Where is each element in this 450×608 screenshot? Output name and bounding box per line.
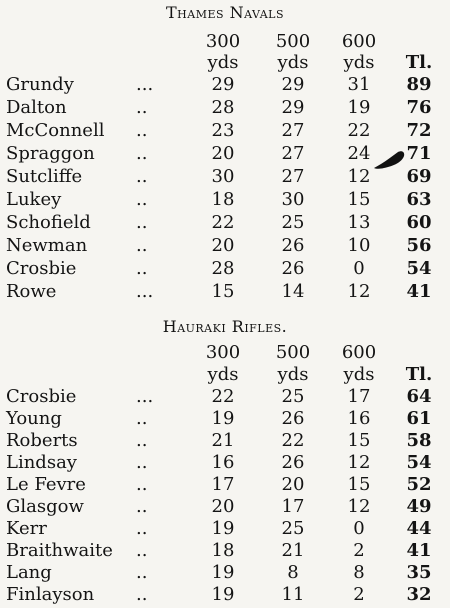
shooter-name: Lindsay <box>6 452 77 473</box>
score-600: 13 <box>347 212 371 233</box>
score-total: 41 <box>406 540 432 561</box>
score-300: 22 <box>211 212 235 233</box>
col-600-unit: yds <box>343 52 375 73</box>
score-row <box>0 281 450 303</box>
leader-dots: .. <box>136 120 148 141</box>
leader-dots: ... <box>136 74 154 95</box>
score-row <box>0 189 450 211</box>
leader-dots: .. <box>136 452 148 473</box>
col-500-unit: yds <box>277 52 309 73</box>
score-300: 30 <box>211 166 235 187</box>
score-600: 0 <box>353 518 365 539</box>
shooter-name: McConnell <box>6 120 105 141</box>
score-600: 15 <box>347 474 371 495</box>
score-500: 25 <box>281 518 305 539</box>
score-row <box>0 212 450 234</box>
score-row <box>0 120 450 142</box>
col-300-unit: yds <box>207 364 239 385</box>
score-500: 27 <box>281 166 305 187</box>
col-500-unit: yds <box>277 364 309 385</box>
score-300: 20 <box>211 143 235 164</box>
score-500: 25 <box>281 212 305 233</box>
score-300: 23 <box>211 120 235 141</box>
score-500: 14 <box>281 281 305 302</box>
score-600: 2 <box>353 540 365 561</box>
score-total: 35 <box>406 562 432 583</box>
score-500: 11 <box>281 584 305 605</box>
score-600: 22 <box>347 120 371 141</box>
score-total: 69 <box>406 166 432 187</box>
score-300: 18 <box>211 540 235 561</box>
score-600: 8 <box>353 562 365 583</box>
score-300: 19 <box>211 408 235 429</box>
score-500: 26 <box>281 235 305 256</box>
score-500: 29 <box>281 97 305 118</box>
leader-dots: .. <box>136 474 148 495</box>
shooter-name: Grundy <box>6 74 74 95</box>
column-header-row-bottom <box>0 364 450 386</box>
score-600: 15 <box>347 189 371 210</box>
leader-dots: .. <box>136 562 148 583</box>
shooter-name: Roberts <box>6 430 78 451</box>
col-500-label: 500 <box>275 342 311 363</box>
score-500: 25 <box>281 386 305 407</box>
section-title-thames-navals: Thames Navals <box>165 3 284 22</box>
col-300-unit: yds <box>207 52 239 73</box>
col-600-label: 600 <box>341 342 377 363</box>
score-600: 12 <box>347 496 371 517</box>
score-600: 19 <box>347 97 371 118</box>
score-total: 61 <box>406 408 432 429</box>
section-title-hauraki-rifles: Hauraki Rifles. <box>162 317 288 336</box>
score-500: 27 <box>281 143 305 164</box>
score-total: 89 <box>406 74 432 95</box>
score-300: 19 <box>211 518 235 539</box>
score-500: 27 <box>281 120 305 141</box>
leader-dots: .. <box>136 408 148 429</box>
score-600: 15 <box>347 430 371 451</box>
leader-dots: .. <box>136 584 148 605</box>
column-header-row-top <box>0 342 450 364</box>
score-500: 21 <box>281 540 305 561</box>
col-600-label: 600 <box>341 31 377 52</box>
shooter-name: Dalton <box>6 97 67 118</box>
column-header-row-bottom <box>0 52 450 74</box>
leader-dots: .. <box>136 97 148 118</box>
score-300: 29 <box>211 74 235 95</box>
col-total-label: Tl. <box>405 364 433 385</box>
score-row <box>0 496 450 518</box>
col-total-label: Tl. <box>405 52 433 73</box>
score-total: 52 <box>406 474 432 495</box>
score-total: 60 <box>406 212 432 233</box>
shooter-name: Spraggon <box>6 143 95 164</box>
shooter-name: Newman <box>6 235 88 256</box>
shooter-name: Finlayson <box>6 584 95 605</box>
score-row <box>0 258 450 280</box>
score-500: 17 <box>281 496 305 517</box>
score-600: 0 <box>353 258 365 279</box>
score-300: 21 <box>211 430 235 451</box>
shooter-name: Sutcliffe <box>6 166 83 187</box>
score-600: 16 <box>347 408 371 429</box>
leader-dots: .. <box>136 235 148 256</box>
score-300: 19 <box>211 562 235 583</box>
score-row <box>0 584 450 606</box>
score-row <box>0 235 450 257</box>
col-600-unit: yds <box>343 364 375 385</box>
score-500: 29 <box>281 74 305 95</box>
shooter-name: Braithwaite <box>6 540 113 561</box>
score-row <box>0 430 450 452</box>
leader-dots: .. <box>136 540 148 561</box>
score-600: 10 <box>347 235 371 256</box>
score-total: 49 <box>406 496 432 517</box>
shooter-name: Lang <box>6 562 52 583</box>
leader-dots: .. <box>136 430 148 451</box>
score-300: 16 <box>211 452 235 473</box>
score-500: 26 <box>281 452 305 473</box>
shooter-name: Crosbie <box>6 386 77 407</box>
score-total: 64 <box>406 386 432 407</box>
score-500: 22 <box>281 430 305 451</box>
score-row <box>0 540 450 562</box>
score-300: 28 <box>211 97 235 118</box>
shooter-name: Young <box>6 408 62 429</box>
ink-blot-mark <box>372 148 406 170</box>
col-300-label: 300 <box>205 31 241 52</box>
shooter-name: Le Fevre <box>6 474 86 495</box>
leader-dots: .. <box>136 189 148 210</box>
score-total: 44 <box>406 518 432 539</box>
leader-dots: ... <box>136 281 154 302</box>
column-header-row-top <box>0 31 450 53</box>
score-300: 19 <box>211 584 235 605</box>
score-500: 26 <box>281 408 305 429</box>
leader-dots: .. <box>136 166 148 187</box>
score-600: 12 <box>347 452 371 473</box>
score-300: 15 <box>211 281 235 302</box>
score-row <box>0 97 450 119</box>
shooter-name: Rowe <box>6 281 57 302</box>
score-row <box>0 386 450 408</box>
score-total: 71 <box>406 143 432 164</box>
col-300-label: 300 <box>205 342 241 363</box>
leader-dots: .. <box>136 518 148 539</box>
score-total: 32 <box>406 584 432 605</box>
score-600: 17 <box>347 386 371 407</box>
score-row <box>0 474 450 496</box>
score-300: 20 <box>211 235 235 256</box>
score-500: 26 <box>281 258 305 279</box>
score-row <box>0 452 450 474</box>
score-total: 76 <box>406 97 432 118</box>
score-total: 54 <box>406 258 432 279</box>
shooter-name: Kerr <box>6 518 47 539</box>
leader-dots: .. <box>136 258 148 279</box>
score-600: 12 <box>347 166 371 187</box>
score-total: 41 <box>406 281 432 302</box>
shooter-name: Glasgow <box>6 496 84 517</box>
shooter-name: Schofield <box>6 212 91 233</box>
leader-dots: .. <box>136 143 148 164</box>
score-500: 20 <box>281 474 305 495</box>
score-row <box>0 408 450 430</box>
leader-dots: .. <box>136 212 148 233</box>
score-600: 24 <box>347 143 371 164</box>
score-total: 72 <box>406 120 432 141</box>
score-300: 20 <box>211 496 235 517</box>
leader-dots: ... <box>136 386 154 407</box>
leader-dots: .. <box>136 496 148 517</box>
col-500-label: 500 <box>275 31 311 52</box>
score-row <box>0 562 450 584</box>
shooter-name: Lukey <box>6 189 62 210</box>
score-total: 56 <box>406 235 432 256</box>
score-500: 8 <box>287 562 299 583</box>
score-total: 63 <box>406 189 432 210</box>
score-total: 54 <box>406 452 432 473</box>
score-row <box>0 74 450 96</box>
score-300: 18 <box>211 189 235 210</box>
score-300: 22 <box>211 386 235 407</box>
score-600: 31 <box>347 74 371 95</box>
score-300: 17 <box>211 474 235 495</box>
score-row <box>0 518 450 540</box>
score-600: 12 <box>347 281 371 302</box>
score-300: 28 <box>211 258 235 279</box>
score-total: 58 <box>406 430 432 451</box>
score-500: 30 <box>281 189 305 210</box>
score-600: 2 <box>353 584 365 605</box>
shooter-name: Crosbie <box>6 258 77 279</box>
